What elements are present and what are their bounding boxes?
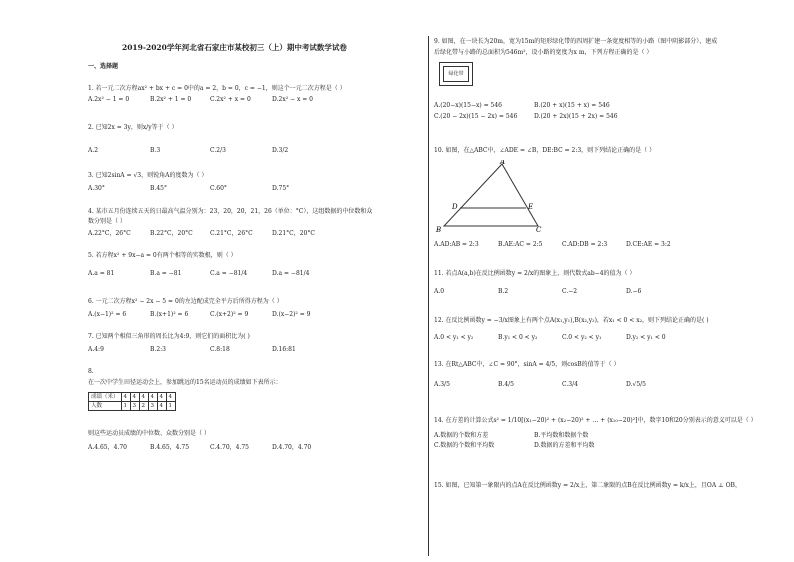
q14-option-b: B.平均数和数据个数 [534,432,589,439]
question-15-stem: 15. 如图，已知第一象限内的点A在反比例函数y = 2/x上，第二象限的点B在反比例函数y = k/x上，且OA ⊥ OB， [434,482,741,489]
q3-option-c: C.60° [210,185,227,192]
q8-option-c: C.4.70，4.75 [210,444,250,451]
q1-option-a: A.2x² − 1 = 0 [88,96,130,103]
table-cell: 成绩（米） [89,393,122,402]
q3-option-a: A.30° [88,185,105,192]
question-6-stem: 6. 一元二次方程x² − 2x − 5 = 0的左边配成完全平方后所得方程为（ ） [88,298,283,305]
table-row [89,402,176,411]
q14-option-c: C.数据的个数和平均数 [434,442,495,449]
paper-title: 2019-2020学年河北省石家庄市某校初三（上）期中考试数学试卷 [122,43,347,52]
q12-option-d: D.y₂ < y₁ < 0 [626,334,666,341]
q6-option-d: D.(x−2)² = 9 [272,311,311,318]
q6-option-a: A.(x−1)² = 6 [88,311,127,318]
table-cell: 4 [121,393,130,402]
question-4-stem-cont: 数分别是（ ） [88,218,126,225]
q9-option-d: D.(20 + 2x)(15 + 2x) = 546 [534,113,618,120]
question-5-stem: 5. 若方程x² + 9x−a = 0有两个相等的实数根，则（ ） [88,252,237,259]
q12-option-a: A.0 < y₁ < y₂ [434,334,474,341]
label-b: B [436,226,442,234]
q5-option-b: B.a = −81 [150,270,182,277]
question-8-number: 8. [88,368,94,375]
q5-option-d: D.a = −81/4 [272,270,310,277]
q11-option-b: B.2 [498,288,509,295]
q12-option-c: C.0 < y₂ < y₁ [562,334,602,341]
table-cell: 3 [130,402,139,411]
question-8-stem-cont: 则这些运动员成绩的中位数、众数分别是（ ） [88,430,210,437]
table-cell: 4 [166,393,175,402]
q5-option-a: A.a = 81 [88,270,115,277]
question-11-stem: 11. 若点A(a,b)在反比例函数y = 2/x的图象上，则代数式ab−4的值为（ ） [434,270,636,277]
q2-option-d: D.3/2 [272,147,289,154]
q9-option-b: B.(20 + x)(15 + x) = 546 [534,102,610,109]
q9-option-c: C.(20 − 2x)(15 − 2x) = 546 [434,113,518,120]
q1-option-b: B.2x² + 1 = 0 [150,96,192,103]
table-cell: 人数 [89,402,122,411]
q14-option-a: A.数据的个数和方差 [434,432,489,439]
question-8-stem: 在一次中学生田径运动会上，参加跳远的15名运动员的成绩如下表所示： [88,379,282,386]
question-7-stem: 7. 已知两个相似三角形的周长比为4:9，则它们的面积比为( ) [88,333,250,340]
q10-option-d: D.CE:AE = 3:2 [626,241,671,248]
question-3-stem: 3. 已知2sinA = √3，则锐角A的度数为（ ） [88,172,208,179]
table-cell: 4 [130,393,139,402]
q12-option-b: B.y₁ < 0 < y₂ [498,334,538,341]
q1-option-c: C.2x² + x = 0 [210,96,251,103]
q13-option-b: B.4/5 [498,381,514,388]
label-e: E [528,203,534,211]
q10-option-a: A.AD:AB = 2:3 [434,241,479,248]
q13-option-c: C.3/4 [562,381,578,388]
triangle-abc [444,164,538,226]
q11-option-a: A.0 [434,288,445,295]
table-cell: 4 [157,393,166,402]
q4-option-d: D.21°C，20°C [272,230,315,237]
section-heading: 一、选择题 [88,63,119,70]
q9-option-a: A.(20−x)(15−x) = 546 [434,102,502,109]
left-column [88,0,420,562]
q7-option-c: C.8:18 [210,346,230,353]
q7-option-a: A.4:9 [88,346,104,353]
q8-option-b: B.4.65，4.75 [150,444,190,451]
table-row [89,393,176,402]
q6-option-c: C.(x+2)² = 9 [210,311,249,318]
q5-option-c: C.a = −81/4 [210,270,248,277]
table-cell: 3 [148,402,157,411]
q2-option-a: A.2 [88,147,99,154]
q4-option-b: B.22°C，20°C [150,230,193,237]
q13-option-d: D.√5/5 [626,381,646,388]
label-c: C [536,226,542,234]
question-2-stem: 2. 已知2x = 3y，则x/y等于（ ） [88,124,178,131]
q7-option-d: D.16:81 [272,346,296,353]
table-cell: 2 [139,402,148,411]
greenbelt-label: 绿化带 [443,66,469,82]
table-cell: 4 [139,393,148,402]
question-12-stem: 12. 在反比例函数y = −3/x图象上有两个点A(x₁,y₁),B(x₂,y₂)，若x₁ < 0 < x₂，则下列结论正确的是( ) [434,317,709,324]
question-4-stem: 4. 某市五月份连续五天的日最高气温分别为：23，20，20，21，26（单位：°C），这组数据的中位数和众 [88,208,373,215]
q8-option-d: D.4.70，4.70 [272,444,312,451]
label-a: A [500,160,506,166]
q2-option-c: C.2/3 [210,147,226,154]
score-table [88,392,176,411]
q11-option-c: C.−2 [562,288,578,295]
table-cell: 4 [157,402,166,411]
q7-option-b: B.2:3 [150,346,166,353]
q8-option-a: A.4.65，4.70 [88,444,127,451]
question-9-stem: 9. 如图，在一块长为20m，宽为15m的矩形绿化带的四周扩建一条宽度相等的小路（图中阴影部分），建成 [434,38,718,45]
question-14-stem: 14. 在方差的计算公式s² = 1/10[(x₁−20)² + (x₂−20)² + … + (x₁₀−20)²]中，数字10和20分别表示的意义可以是（ ） [434,417,757,424]
q2-option-b: B.3 [150,147,161,154]
label-d: D [452,203,458,211]
q13-option-a: A.3/5 [434,381,450,388]
q11-option-d: D.−6 [626,288,642,295]
q3-option-b: B.45° [150,185,167,192]
q14-option-d: D.数据的方差和平均数 [534,442,595,449]
q10-option-c: C.AD:DB = 2:3 [562,241,608,248]
q6-option-b: B.(x+1)² = 6 [150,311,189,318]
triangle-figure [434,160,544,234]
q10-option-b: B.AE:AC = 2:5 [498,241,543,248]
table-cell: 4 [148,393,157,402]
question-1-stem: 1. 若一元二次方程ax² + bx + c = 0中的a = 2，b = 0，c = −1，则这个一元二次方程是（ ） [88,85,346,92]
question-13-stem: 13. 在Rt△ABC中，∠C = 90°，sinA = 4/5，则cosB的值等于（ ） [434,361,620,368]
q4-option-a: A.22°C，26°C [88,230,131,237]
question-9-stem-cont: 后绿化带与小路的总面积为546m²，设小路的宽度为x m，下列方程正确的是（ ） [434,49,653,56]
column-divider [428,36,429,556]
table-cell: 1 [166,402,175,411]
question-10-stem: 10. 如图，在△ABC中，∠ADE = ∠B，DE:BC = 2:3，则下列结论正确的是（ ） [434,147,656,154]
greenbelt-figure [439,62,473,86]
q1-option-d: D.2x² − x = 0 [272,96,313,103]
table-cell: 1 [121,402,130,411]
q3-option-d: D.75° [272,185,290,192]
q4-option-c: C.21°C，26°C [210,230,253,237]
right-column [434,0,770,562]
